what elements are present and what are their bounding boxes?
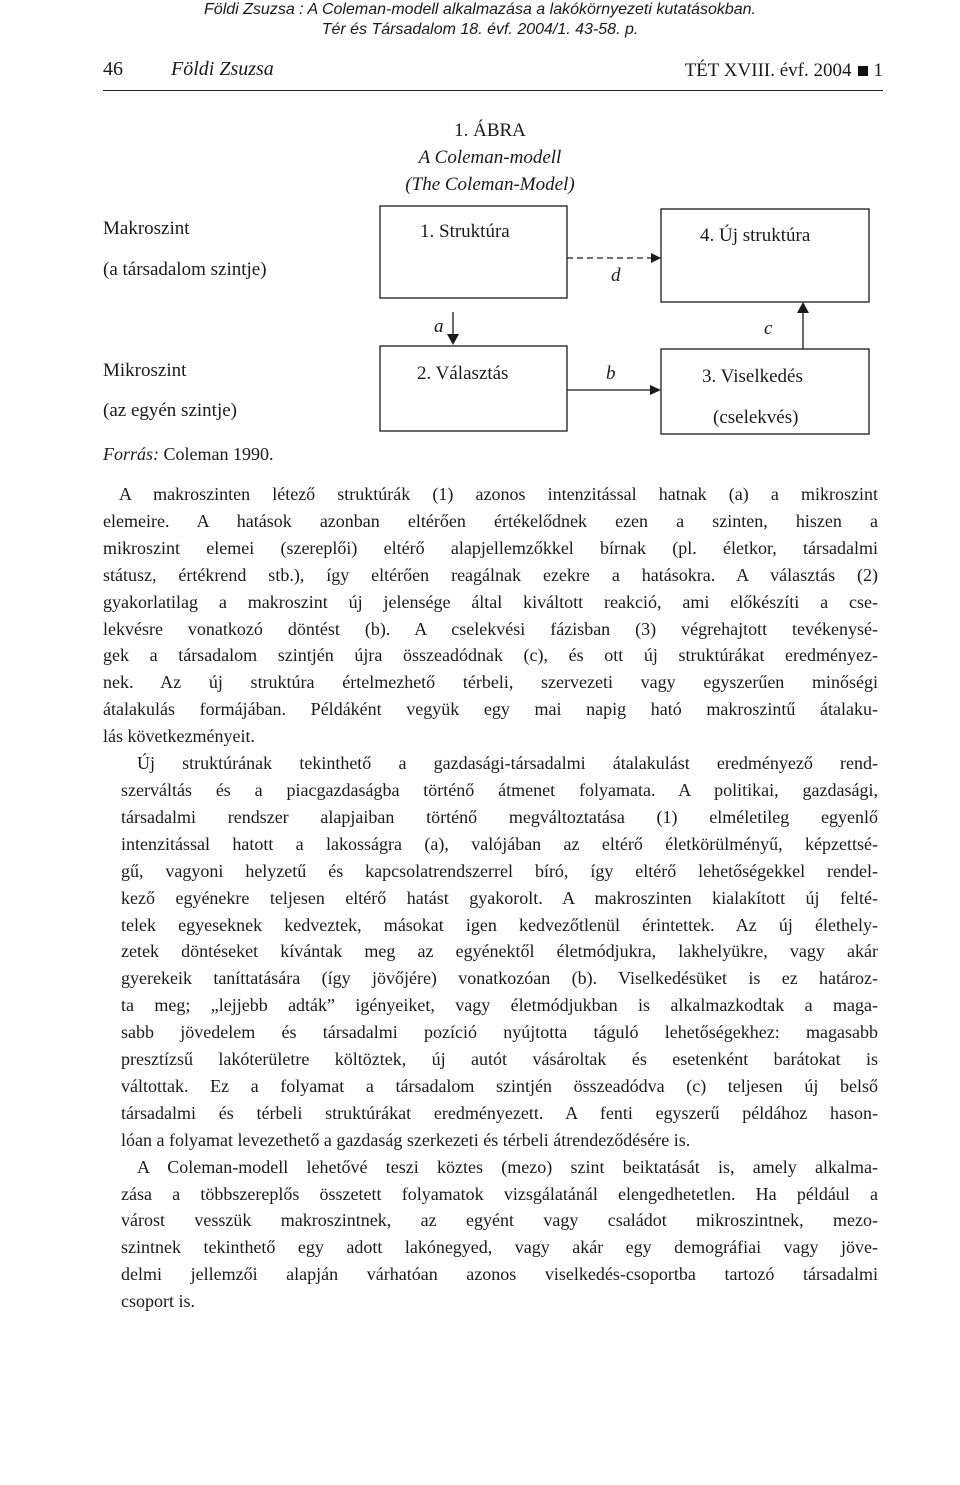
source-label: Forrás: bbox=[103, 444, 160, 464]
text-line: presztízsű lakóterületre költöztek, új autót vásároltak és esetenként barátokat is bbox=[121, 1049, 878, 1070]
text-line: csoport is. bbox=[121, 1291, 195, 1312]
arrow-b-head bbox=[650, 385, 661, 395]
text-line: gyakorlatilag a makroszint új jelensége által kiváltott reakció, ami előkészíti a cse- bbox=[103, 591, 878, 612]
text-line: gek a társadalom szintjén újra összeadódnak (c), és ott új struktúrákat eredményez- bbox=[103, 645, 878, 666]
text-line: intenzitással hatott a lakosságra (a), valójában az eltérő életkörülményű, képzettsé- bbox=[121, 833, 878, 854]
text-line: nek. Az új struktúra értelmezhető térbeli, szervezeti vagy egyszerűen minőségi bbox=[103, 672, 878, 693]
micro-level-sublabel: (az egyén szintje) bbox=[103, 400, 237, 421]
page-number: 46 bbox=[103, 58, 123, 80]
paragraph-2 bbox=[103, 750, 878, 1154]
source-value: Coleman 1990. bbox=[163, 444, 274, 464]
macro-level-label: Makroszint bbox=[103, 218, 190, 239]
text-line: lóan a folyamat levezethető a gazdaság szerkezeti és térbeli átrendeződésére is. bbox=[121, 1129, 691, 1150]
paragraph-1 bbox=[103, 481, 878, 750]
text-line: kező egyénekre teljesen eltérő hatást gyakorolt. A makroszinten kialakított új felté- bbox=[121, 887, 878, 908]
box3-label-line2: (cselekvés) bbox=[713, 407, 799, 428]
box3-label-line1: 3. Viselkedés bbox=[702, 366, 803, 387]
text-line: sabb jövedelem és társadalmi pozíció nyújtotta táguló lehetőségekhez: magasabb bbox=[121, 1022, 878, 1043]
box2-label: 2. Választás bbox=[417, 363, 509, 384]
text-line: státusz, értékrend stb.), így eltérően reagálnak ezekre a hatásokra. A választás (2) bbox=[103, 564, 878, 585]
micro-level-label: Mikroszint bbox=[103, 360, 187, 381]
text-line: szerváltás és a piacgazdaságba történő átmenet folyamata. A politikai, gazdasági, bbox=[121, 779, 878, 800]
arrow-a-head bbox=[447, 334, 459, 345]
text-line: A Coleman-modell lehetővé teszi köztes (mezo) szint beiktatását is, amely alkalma- bbox=[137, 1156, 878, 1177]
paragraph-3 bbox=[103, 1154, 878, 1315]
box-choice bbox=[380, 346, 567, 431]
figure-number: 1. ÁBRA bbox=[454, 120, 526, 141]
figure-title-english: (The Coleman-Model) bbox=[405, 174, 575, 195]
text-line: lekvésre vonatkozó döntést (b). A cselekvési fázisban (3) végrehajtott tevékenysé- bbox=[103, 618, 878, 639]
arrow-b-label: b bbox=[606, 363, 616, 384]
citation-line-1: Földi Zsuzsa : A Coleman-modell alkalmazása a lakókörnyezeti kutatásokban. bbox=[204, 1, 756, 18]
text-line: gyerekeik taníttatására (így jövőjére) vonatkozóan (b). Viselkedésüket is ez határoz- bbox=[121, 968, 878, 989]
text-line: mikroszint elemei (szereplői) eltérő alapjellemzőkkel bírnak (pl. életkor, társadalmi bbox=[103, 537, 878, 558]
text-line: társadalmi rendszer alapjaiban történő megváltoztatása (1) elméletileg egyenlő bbox=[121, 806, 878, 827]
box4-label: 4. Új struktúra bbox=[700, 225, 811, 246]
figure-source bbox=[103, 444, 274, 465]
text-line: telek egyeseknek kedveztek, másokat igen kedvezőtlenül érintettek. Az új élethely- bbox=[121, 914, 878, 935]
figure-title: A Coleman-modell bbox=[418, 147, 562, 168]
text-line: várost vesszük makroszintnek, az egyént vagy családot mikroszintnek, mezo- bbox=[121, 1210, 878, 1231]
arrow-d-head bbox=[651, 253, 661, 263]
text-line: társadalmi és térbeli struktúrákat eredményezett. A fenti egyszerű példához hason- bbox=[121, 1102, 878, 1123]
arrow-c-head bbox=[797, 302, 809, 313]
text-line: elemeire. A hatások azonban eltérően értékelődnek ezen a szinten, hiszen a bbox=[103, 510, 878, 531]
arrow-c-label: c bbox=[764, 318, 773, 339]
text-line: zetek döntéseket kívántak meg az egyénektől életmódjukra, lakhelyükre, vagy akár bbox=[121, 941, 878, 962]
arrow-a-label: a bbox=[434, 316, 444, 337]
body-text bbox=[103, 481, 878, 1315]
text-line: zása a többszereplős összetett folyamatok vizsgálatánál elengedhetetlen. Ha például a bbox=[121, 1183, 878, 1204]
text-line: váltottak. Ez a folyamat a társadalom szintjén összeadódva (c) teljesen új belső bbox=[121, 1075, 878, 1096]
text-line: A makroszinten létező struktúrák (1) azonos intenzitással hatnak (a) a mikroszint bbox=[119, 484, 878, 504]
arrow-d-label: d bbox=[611, 265, 621, 286]
text-line: gű, vagyoni helyzetű és kapcsolatrendszerrel bíró, így eltérő lehetőségekkel rendel- bbox=[121, 860, 878, 881]
citation-line-2: Tér és Társadalom 18. évf. 2004/1. 43-58. p. bbox=[321, 21, 639, 38]
text-line: ta meg; „lejjebb adták” igényeiket, vagy életmódjukban is alkalmazkodtak a maga- bbox=[121, 995, 878, 1016]
text-line: lás következményeit. bbox=[103, 726, 255, 747]
journal-name: TÉT XVIII. évf. 2004 bbox=[684, 60, 852, 81]
text-line: delmi jellemzői alapján várhatóan azonos viselkedés-csoportba tartozó társadalmi bbox=[121, 1264, 878, 1285]
box1-label: 1. Struktúra bbox=[420, 221, 510, 242]
box-structure bbox=[380, 206, 567, 298]
journal-issue: 1 bbox=[873, 60, 883, 81]
text-line: szintnek tekinthető egy adott lakónegyed, vagy akár egy demográfiai vagy jöve- bbox=[121, 1237, 878, 1258]
text-line: átalakulás formájában. Példáként vegyük egy mai napig ható makroszintű átalaku- bbox=[103, 699, 878, 720]
header-author: Földi Zsuzsa bbox=[171, 58, 274, 80]
box-new-structure bbox=[661, 209, 869, 302]
macro-level-sublabel: (a társadalom szintje) bbox=[103, 259, 267, 280]
text-line: Új struktúrának tekinthető a gazdasági-társadalmi átalakulást eredményező rend- bbox=[137, 753, 878, 774]
